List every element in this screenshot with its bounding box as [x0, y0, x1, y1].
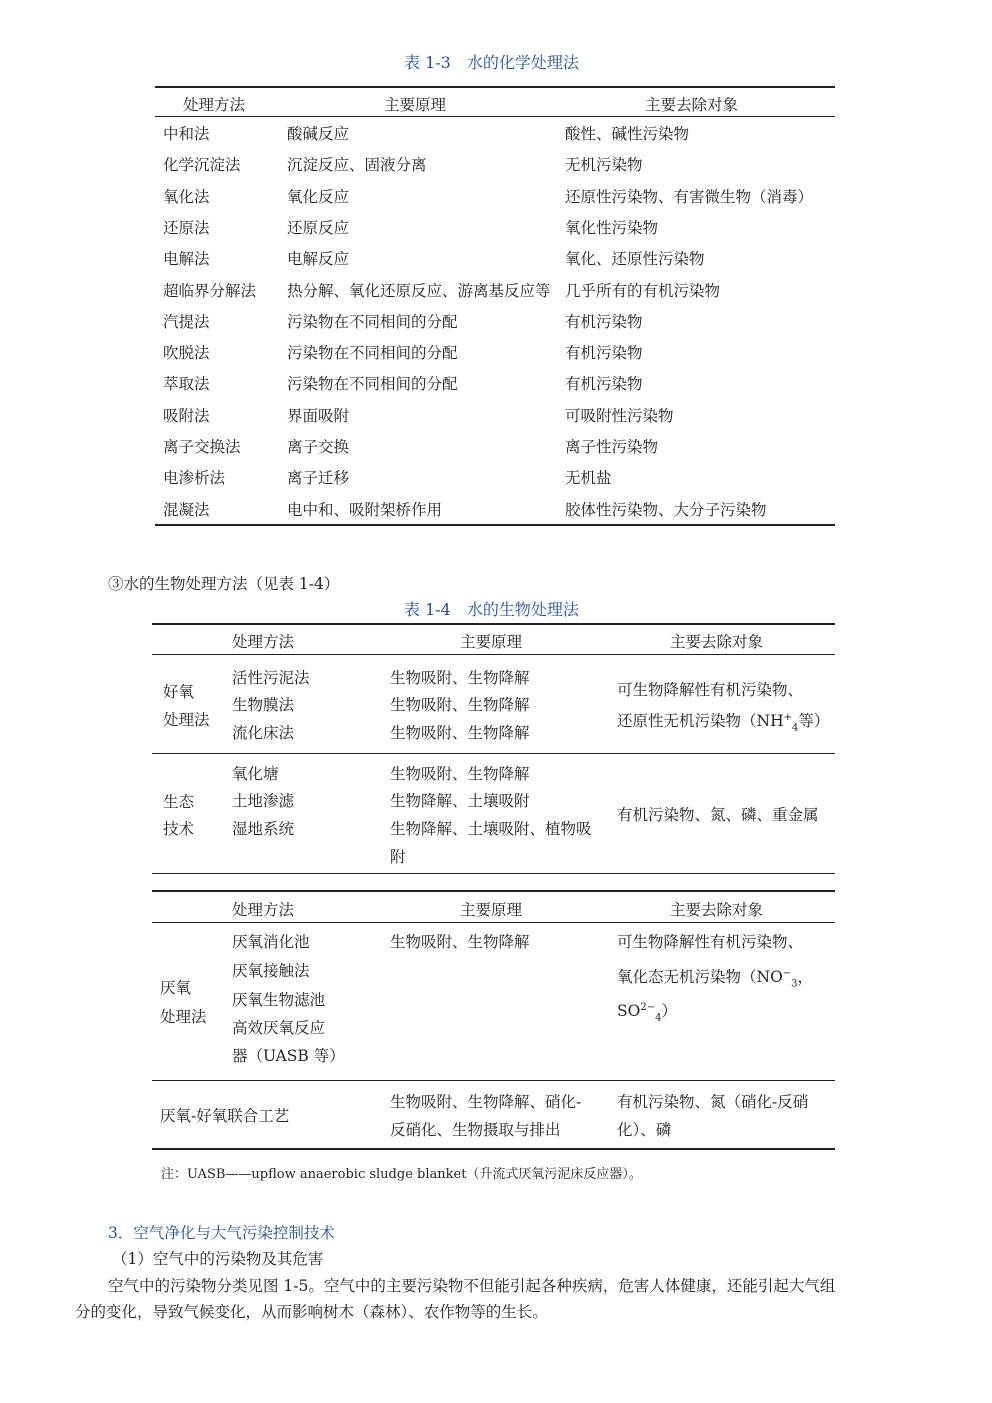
table-1-3-method: 汽提法 — [163, 312, 210, 331]
table-1-3-header-target: 主要去除对象 — [645, 96, 739, 114]
table-1-3-header-rule — [155, 116, 835, 117]
anaerobic-divider — [152, 1080, 835, 1081]
table-1-3-method: 氧化法 — [163, 187, 210, 206]
anaerobic-method: 厌氧生物滤池 — [232, 991, 326, 1009]
table-1-4-top-rule — [152, 623, 835, 625]
aerobic-method: 流化床法 — [232, 724, 295, 742]
eco-target: 有机污染物、氮、磷、重金属 — [617, 806, 819, 824]
table-1-3-principle: 电解反应 — [287, 250, 350, 269]
eco-principle: 生物吸附、生物降解 — [390, 765, 530, 783]
combined-principle-line-1: 生物吸附、生物降解、硝化- — [390, 1093, 582, 1111]
table-1-3-target: 有机污染物 — [565, 344, 643, 363]
table-1-3-target: 无机盐 — [565, 469, 612, 488]
table-1-3-principle: 界面吸附 — [287, 406, 350, 425]
table-1-3-principle: 电中和、吸附架桥作用 — [287, 500, 443, 519]
table-1-3-top-rule — [155, 86, 835, 88]
table-1-3-method: 电解法 — [163, 250, 210, 269]
aerobic-method: 活性污泥法 — [232, 669, 310, 687]
table-1-3-method: 中和法 — [163, 125, 210, 143]
anaerobic-target-line-2: 氧化态无机污染物（$NO^-_3$， — [617, 968, 814, 990]
table-1-3-target: 无机污染物 — [565, 156, 643, 175]
aerobic-principle: 生物吸附、生物降解 — [390, 724, 530, 742]
table-1-3-bottom-rule — [155, 524, 835, 526]
table-1-3-principle: 沉淀反应、固液分离 — [287, 156, 427, 175]
eco-method: 湿地系统 — [232, 820, 295, 838]
table-1-4-header-target: 主要去除对象 — [670, 633, 764, 651]
eco-method: 氧化塘 — [232, 765, 279, 783]
eco-principle: 生物降解、土壤吸附、植物吸 — [390, 820, 592, 838]
table-1-3-target: 还原性污染物、有害微生物（消毒） — [565, 187, 814, 206]
aerobic-group-label-2: 处理法 — [163, 711, 210, 729]
table-1-3-target: 可吸附性污染物 — [565, 406, 674, 425]
table-1-3-method: 超临界分解法 — [163, 281, 257, 300]
table-1-3-principle: 污染物在不同相间的分配 — [287, 344, 458, 363]
table-1-4-caption: 表 1-4 水的生物处理法 — [404, 600, 579, 619]
anaerobic-target-line-3: $SO^{2-}_4$） — [617, 1002, 677, 1024]
anaerobic-target-line-1: 可生物降解性有机污染物、 — [617, 933, 804, 951]
table-1-3-method: 离子交换法 — [163, 438, 241, 456]
aerobic-group-label-1: 好氧 — [163, 683, 195, 701]
eco-principle: 附 — [390, 848, 406, 866]
table-1-4-part1-bottom-rule — [152, 873, 835, 874]
combined-method: 厌氧-好氧联合工艺 — [160, 1107, 290, 1125]
section-intro: ③水的生物处理方法（见表 1-4） — [108, 575, 340, 593]
aerobic-principle: 生物吸附、生物降解 — [390, 696, 530, 714]
table-1-3-principle: 污染物在不同相间的分配 — [287, 312, 458, 331]
table-1-3-principle: 离子迁移 — [287, 469, 350, 488]
table-1-3-principle: 酸碱反应 — [287, 125, 350, 143]
table-1-3-principle: 污染物在不同相间的分配 — [287, 375, 458, 394]
combined-target-line-1: 有机污染物、氮（硝化-反硝 — [617, 1093, 809, 1111]
combined-target-line-2: 化）、磷 — [617, 1121, 672, 1139]
table-1-4-cont-header-rule — [152, 922, 835, 923]
table-1-3-method: 化学沉淀法 — [163, 156, 241, 175]
table-1-3-target: 离子性污染物 — [565, 438, 659, 456]
table-1-4-part2-top-rule — [152, 890, 835, 892]
table-1-3-method: 混凝法 — [163, 500, 210, 519]
table-1-4-note: 注：UASB——upflow anaerobic sludge blanket（升流式厌氧污泥床反应器）。 — [161, 1167, 642, 1182]
anaerobic-method: 高效厌氧反应 — [232, 1019, 326, 1037]
table-1-3-method: 电渗析法 — [163, 469, 226, 488]
eco-group-label-1: 生态 — [163, 793, 195, 811]
table-1-3-target: 有机污染物 — [565, 375, 643, 394]
table-1-4-cont-header-method: 处理方法 — [232, 901, 295, 919]
table-1-3-target: 氧化、还原性污染物 — [565, 250, 705, 269]
aerobic-divider — [152, 753, 835, 754]
table-1-3-target: 几乎所有的有机污染物 — [565, 281, 721, 300]
table-1-4-header-rule — [152, 654, 835, 655]
anaerobic-method: 厌氧接触法 — [232, 962, 310, 980]
table-1-4-bottom-rule — [152, 1148, 835, 1150]
table-1-4-header-method: 处理方法 — [232, 633, 295, 651]
table-1-3-header-principle: 主要原理 — [384, 96, 447, 114]
section-3-subheading: （1）空气中的污染物及其危害 — [112, 1250, 324, 1268]
table-1-3-caption: 表 1-3 水的化学处理法 — [404, 53, 579, 72]
table-1-3-target: 酸性、碱性污染物 — [565, 125, 690, 143]
anaerobic-group-label-1: 厌氧 — [160, 979, 192, 997]
table-1-3-principle: 氧化反应 — [287, 187, 350, 206]
table-1-4-cont-header-target: 主要去除对象 — [670, 901, 764, 919]
table-1-3-principle: 还原反应 — [287, 218, 350, 237]
table-1-4-header-principle: 主要原理 — [460, 633, 523, 651]
eco-method: 土地渗滤 — [232, 792, 295, 810]
table-1-3-method: 吸附法 — [163, 406, 210, 425]
table-1-3-method: 萃取法 — [163, 375, 210, 394]
table-1-3-method: 吹脱法 — [163, 344, 210, 363]
table-1-3-target: 氧化性污染物 — [565, 218, 659, 237]
aerobic-target-line-2: 还原性无机污染物（$NH^+_4$等） — [617, 712, 830, 734]
combined-principle-line-2: 反硝化、生物摄取与排出 — [390, 1121, 561, 1139]
anaerobic-principle: 生物吸附、生物降解 — [390, 933, 530, 951]
anaerobic-group-label-2: 处理法 — [160, 1008, 207, 1026]
table-1-3-principle: 热分解、氧化还原反应、游离基反应等 — [287, 281, 551, 300]
aerobic-target-line-1: 可生物降解性有机污染物、 — [617, 681, 804, 699]
table-1-3-principle: 离子交换 — [287, 438, 350, 456]
table-1-3-target: 胶体性污染物、大分子污染物 — [565, 500, 767, 519]
anaerobic-method: 厌氧消化池 — [232, 933, 310, 951]
section-3-paragraph-line-1: 空气中的污染物分类见图 1-5。空气中的主要污染物不但能引起各种疾病，危害人体健康，还能引起大气组 — [108, 1277, 836, 1295]
table-1-4-cont-header-principle: 主要原理 — [460, 901, 523, 919]
section-3-heading: 3．空气净化与大气污染控制技术 — [108, 1224, 335, 1242]
aerobic-principle: 生物吸附、生物降解 — [390, 669, 530, 687]
aerobic-method: 生物膜法 — [232, 696, 295, 714]
anaerobic-method: 器（UASB 等） — [232, 1047, 345, 1065]
eco-group-label-2: 技术 — [163, 820, 195, 838]
section-3-paragraph-line-2: 分的变化，导致气候变化，从而影响树木（森林）、农作物等的生长。 — [75, 1303, 548, 1321]
table-1-3-target: 有机污染物 — [565, 312, 643, 331]
eco-principle: 生物降解、土壤吸附 — [390, 792, 530, 810]
table-1-3-header-method: 处理方法 — [183, 96, 246, 114]
table-1-3-method: 还原法 — [163, 218, 210, 237]
